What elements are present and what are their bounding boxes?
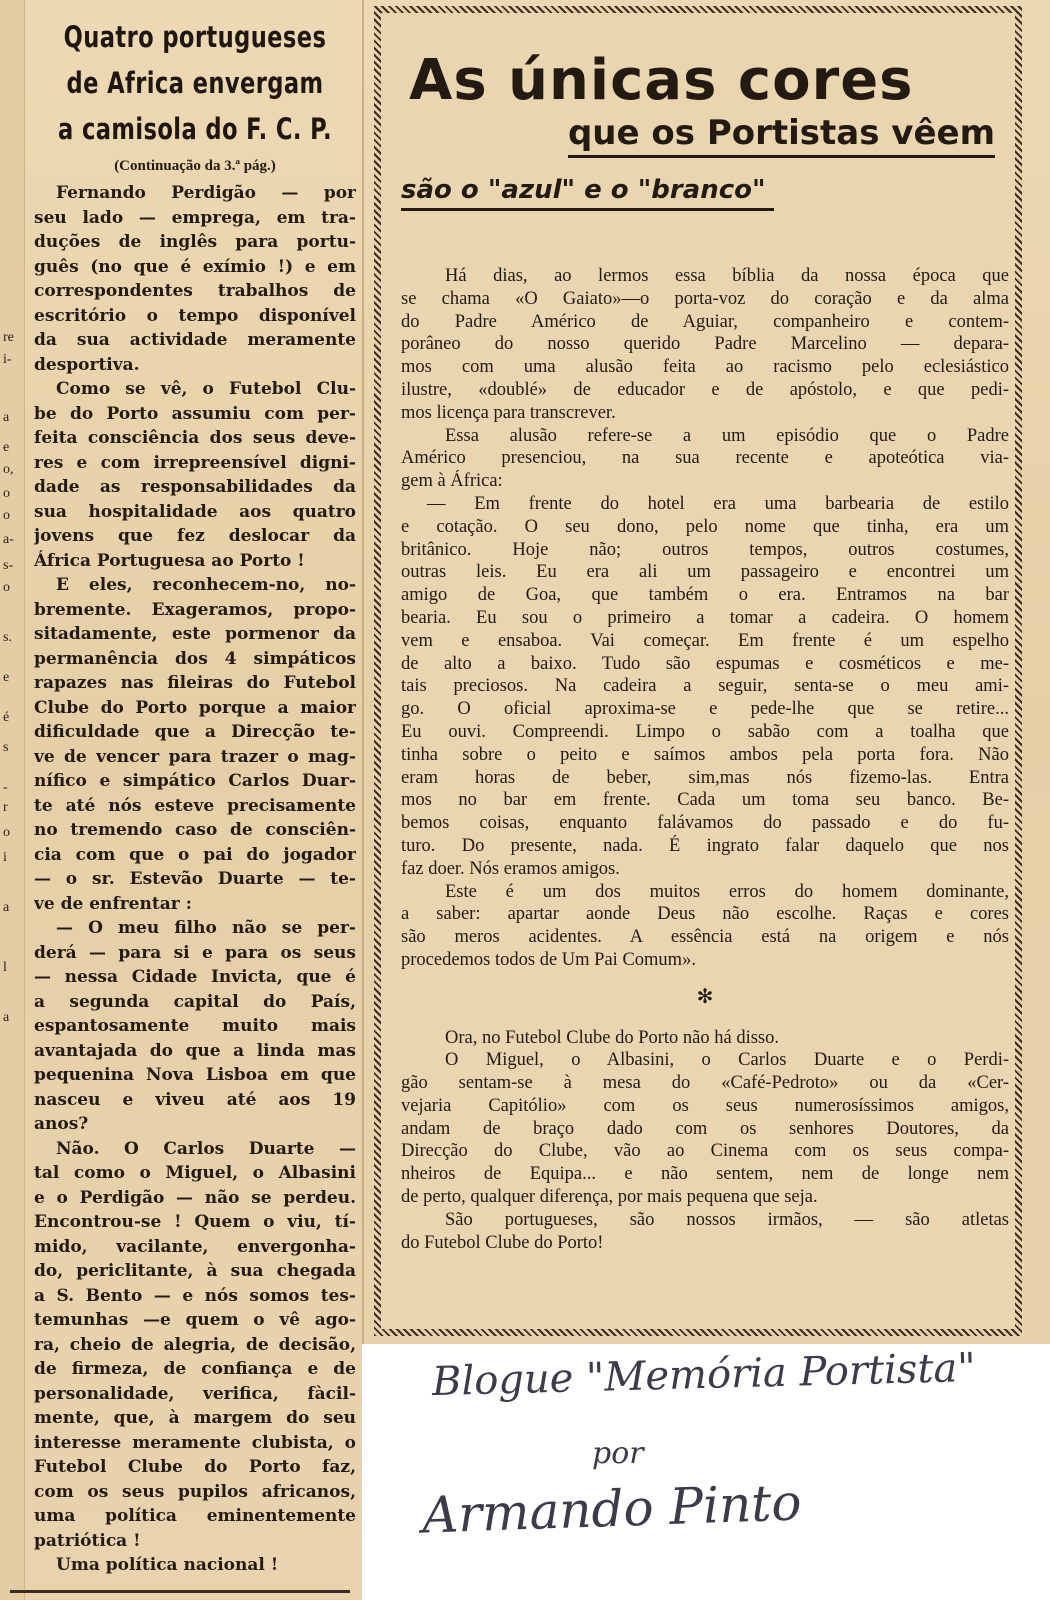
text-line: britânico. Hoje não; outros tempos, outros costumes, — [401, 539, 1009, 560]
edge-fragment: re — [3, 330, 14, 345]
text-line: guês (no que é exímio !) e em — [34, 256, 356, 277]
right-title-second: que os Portistas vêem — [568, 111, 995, 158]
text-line: duções de inglês para portu- — [34, 232, 356, 252]
edge-fragment: o — [3, 825, 10, 840]
text-line: ilustre, «doublé» de educador e de apóstolo, e que pedi- — [401, 379, 1009, 400]
text-line: e cotação. O seu dono, pelo nome que tinha, era um — [401, 516, 1009, 537]
text-line: África Portuguesa ao Porto ! — [34, 550, 305, 571]
text-line: pequenina Nova Lisboa em que — [34, 1065, 356, 1085]
text-line: Não. O Carlos Duarte — — [56, 1138, 356, 1159]
text-line: — O meu filho não se per- — [56, 918, 356, 938]
left-article-body — [34, 181, 356, 1578]
edge-fragment: i — [3, 850, 7, 865]
text-line: do Futebol Clube do Porto! — [401, 1232, 604, 1253]
edge-fragment: o, — [3, 462, 14, 477]
edge-fragment: a- — [3, 532, 14, 547]
left-headline-line: de Africa envergam — [66, 66, 324, 100]
text-line: tal como o Miguel, o Albasini — [34, 1163, 356, 1183]
text-line: avantajada do que a linda mas — [34, 1040, 356, 1061]
text-line: Uma política nacional ! — [56, 1555, 279, 1575]
edge-fragment: s. — [3, 630, 12, 645]
text-line: faz doer. Nós eramos amigos. — [401, 858, 620, 879]
text-line: be do Porto assumiu com per- — [34, 403, 356, 424]
text-line: rapazes nas fileiras do Futebol — [34, 673, 356, 693]
text-line: cia com que o pai do jogador — [34, 844, 356, 865]
text-line: sitadamente, este pormenor da — [34, 624, 356, 644]
text-line: da sua actividade meramente — [34, 330, 356, 350]
text-line: nasceu e viveu até aos 19 — [34, 1089, 356, 1110]
paragraph — [401, 881, 1009, 972]
text-line: tinha sobre o peito e saímos ambos pela porta fora. Não — [401, 744, 1009, 765]
paragraph — [34, 916, 356, 1137]
text-line: Como se vê, o Futebol Clu- — [56, 379, 356, 399]
text-line: seu lado — emprega, em tra- — [34, 207, 356, 228]
text-line: mos no bar em frente. Cada um toma seu banco. Be- — [401, 790, 1009, 811]
text-line: vem e ensaboa. Vai começar. Em frente é um espelho — [401, 630, 1009, 651]
signature-area — [362, 1344, 1050, 1600]
right-title-main: As únicas cores — [409, 48, 914, 113]
text-line: a segunda capital do País, — [34, 991, 356, 1012]
bottom-rule — [10, 1590, 350, 1593]
text-line: — Em frente do hotel era uma barbearia de estilo — [427, 493, 1009, 514]
text-line: mido, vacilante, envergonha- — [34, 1236, 356, 1257]
text-line: Direcção do Clube, vão ao Cinema com os seus compa- — [401, 1141, 1009, 1162]
text-line: — o sr. Estevão Duarte — te- — [34, 869, 356, 889]
paragraph — [401, 1049, 1009, 1209]
left-headline-line: a camisola do F. C. P. — [58, 112, 332, 146]
paragraph — [34, 377, 356, 573]
text-line: O Miguel, o Albasini, o Carlos Duarte e o Perdi- — [445, 1050, 1009, 1071]
text-line: Clube do Porto porque a maior — [34, 697, 356, 718]
author-signature: Armando Pinto — [421, 1473, 803, 1545]
edge-fragment: o — [3, 508, 10, 523]
text-line: Há dias, ao lermos essa bíblia da nossa época que — [445, 266, 1009, 286]
text-line: gão sentam-se à mesa do «Café-Pedroto» ou da «Cer- — [401, 1073, 1009, 1094]
text-line: ve de enfrentar : — [34, 893, 192, 914]
text-line: mente, que, à margem do seu — [34, 1408, 356, 1428]
text-line: escritório o tempo disponível — [34, 305, 356, 326]
text-line: Ora, no Futebol Clube do Porto não há disso. — [445, 1027, 780, 1048]
text-line: tais preciosos. Na cadeira a seguir, senta-se o meu ami- — [401, 676, 1009, 697]
text-line: dificuldade que a Direcção te- — [34, 722, 356, 742]
signature-by: por — [592, 1436, 644, 1471]
paragraph — [401, 425, 1009, 493]
text-line: feita consciência dos seus deve- — [34, 428, 356, 448]
right-article-box — [374, 6, 1022, 1336]
text-line: de firmeza, de confiança e de — [34, 1359, 356, 1379]
edge-fragment: - — [3, 780, 8, 795]
text-line: bemos coisas, enquanto falávamos do passado e do fu- — [401, 813, 1009, 834]
paragraph — [34, 1137, 356, 1554]
text-line: mos licença para transcrever. — [401, 402, 616, 423]
text-line: Eu ouvi. Compreendi. Limpo o sabão com a toalha que — [401, 721, 1009, 742]
text-line: do Padre Américo de Aguiar, companheiro e contem- — [401, 311, 1009, 332]
text-line: no tremendo caso de consciên- — [34, 820, 356, 840]
text-line: Este é um dos muitos erros do homem dominante, — [445, 881, 1009, 902]
left-headline-line: Quatro portugueses — [63, 20, 327, 54]
paragraph — [34, 181, 356, 377]
text-line: Fernando Perdigão — por — [56, 183, 356, 203]
text-line: correspondentes trabalhos de — [34, 281, 356, 301]
text-line: outras leis. Eu era ali um passageiro e encontrei um — [401, 562, 1009, 583]
paragraph — [34, 1553, 356, 1578]
text-line: te até nós esteve precisamente — [34, 795, 356, 816]
edge-fragment: i- — [3, 352, 12, 367]
edge-fragment: o — [3, 486, 10, 501]
text-line: porâneo do nosso querido Padre Marcelino — depara- — [401, 334, 1009, 355]
text-line: a S. Bento — e nós somos tes- — [34, 1285, 356, 1306]
right-article-body — [401, 265, 1009, 1254]
text-line: gem à África: — [401, 471, 503, 492]
text-line: bremente. Exageramos, propo- — [34, 599, 356, 620]
paragraph — [401, 493, 1009, 881]
text-line: Essa alusão refere-se a um episódio que o Padre — [445, 425, 1009, 446]
text-line: dade as responsabilidades da — [34, 477, 356, 497]
text-line: res e com irrepreensível digni- — [34, 452, 356, 473]
text-line: Futebol Clube do Porto faz, — [34, 1457, 356, 1477]
edge-fragment: e — [3, 670, 10, 685]
paragraph — [401, 1027, 1009, 1050]
blog-signature: Blogue "Memória Portista" — [431, 1344, 977, 1406]
right-title-third: são o "azul" e o "branco" — [401, 172, 774, 211]
edge-fragment: l — [3, 960, 7, 975]
left-article — [34, 8, 356, 1598]
text-line: São portugueses, são nossos irmãos, — são atletas — [445, 1209, 1009, 1230]
edge-fragment: s — [3, 740, 9, 755]
text-line: nheiros de Equipa... e não sentem, nem de longe nem — [401, 1164, 1009, 1185]
text-line: go. O oficial aproxima-se e pede-lhe que se retire... — [401, 699, 1009, 720]
left-headline — [35, 14, 355, 152]
text-line: de alto a baixo. Tudo são espumas e cosméticos e me- — [401, 653, 1009, 674]
text-line: amigo de Goa, que também o era. Entramos na bar — [401, 585, 1009, 606]
text-line: ra, cheio de alegria, de decisão, — [34, 1334, 356, 1355]
text-line: jovens que fez deslocar da — [34, 526, 356, 546]
text-line: eram horas de beber, sim,mas nós fizemo-las. Entra — [401, 767, 1009, 788]
text-line: do, periclitante, à sua chegada — [34, 1261, 356, 1281]
text-line: a saber: apartar aonde Deus não escolhe. Raças e cores — [401, 904, 1009, 925]
edge-fragment: a — [3, 1010, 10, 1025]
text-line: espantosamente muito mais — [34, 1016, 356, 1036]
text-line: e o Perdigão — não se perdeu. — [34, 1187, 356, 1208]
text-line: derá — para si e para os seus — [34, 942, 356, 963]
continuation-note: (Continuação da 3.ª pág.) — [114, 158, 276, 174]
text-line: interesse meramente clubista, o — [34, 1432, 356, 1453]
text-line: vejaria Capitólio» com os seus numerosíssimos amigos, — [401, 1095, 1009, 1116]
edge-fragment: e — [3, 440, 10, 455]
text-line: mos com uma alusão feita ao racismo pelo eclesiástico — [401, 357, 1009, 378]
text-line: ve de vencer para trazer o mag- — [34, 746, 356, 767]
edge-fragment: r — [3, 800, 8, 815]
text-line: nífico e simpático Carlos Duar- — [34, 771, 356, 791]
text-line: sua hospitalidade aos quatro — [34, 501, 356, 522]
text-line: E eles, reconhecem-no, no- — [56, 575, 356, 595]
edge-fragment: a — [3, 410, 10, 425]
edge-fragment: s- — [3, 558, 14, 573]
paragraph — [401, 265, 1009, 425]
paragraph — [401, 1209, 1009, 1255]
text-line: de perto, qualquer diferença, por mais pequena que seja. — [401, 1187, 818, 1208]
text-line: uma política eminentemente — [34, 1506, 356, 1526]
separator-asterisk: ✻ — [696, 985, 714, 1008]
paragraph — [34, 573, 356, 916]
left-edge-scraps — [0, 0, 25, 1600]
text-line: se chama «O Gaiato»—o porta-voz do coração e da alma — [401, 288, 1009, 309]
text-line: — nessa Cidade Invicta, que é — [34, 967, 356, 987]
text-line: anos? — [34, 1114, 89, 1134]
edge-fragment: é — [3, 710, 10, 725]
edge-fragment: a — [3, 900, 10, 915]
text-line: desportiva. — [34, 354, 140, 375]
text-line: procedemos todos de Um Pai Comum». — [401, 949, 696, 970]
text-line: turo. Do presente, nada. É ingrato falar daquelo que nos — [401, 835, 1009, 856]
text-line: permanência dos 4 simpáticos — [34, 648, 356, 669]
text-line: andam de braço dado com os senhores Doutores, da — [401, 1118, 1009, 1139]
text-line: com os seus pupilos africanos, — [34, 1481, 356, 1502]
text-line: personalidade, verifica, fàcil- — [34, 1383, 356, 1404]
text-line: são meros acidentes. A essência está na origem e nós — [401, 927, 1009, 948]
text-line: Encontrou-se ! Quem o viu, tí- — [34, 1212, 356, 1232]
text-line: Américo presenciou, na sua recente e apoteótica via- — [401, 448, 1009, 469]
text-line: temunhas —e quem o vê ago- — [34, 1310, 356, 1330]
edge-fragment: o — [3, 580, 10, 595]
text-line: bearia. Eu sou o primeiro a tomar a cadeira. O homem — [401, 607, 1009, 628]
text-line: patriótica ! — [34, 1530, 141, 1551]
